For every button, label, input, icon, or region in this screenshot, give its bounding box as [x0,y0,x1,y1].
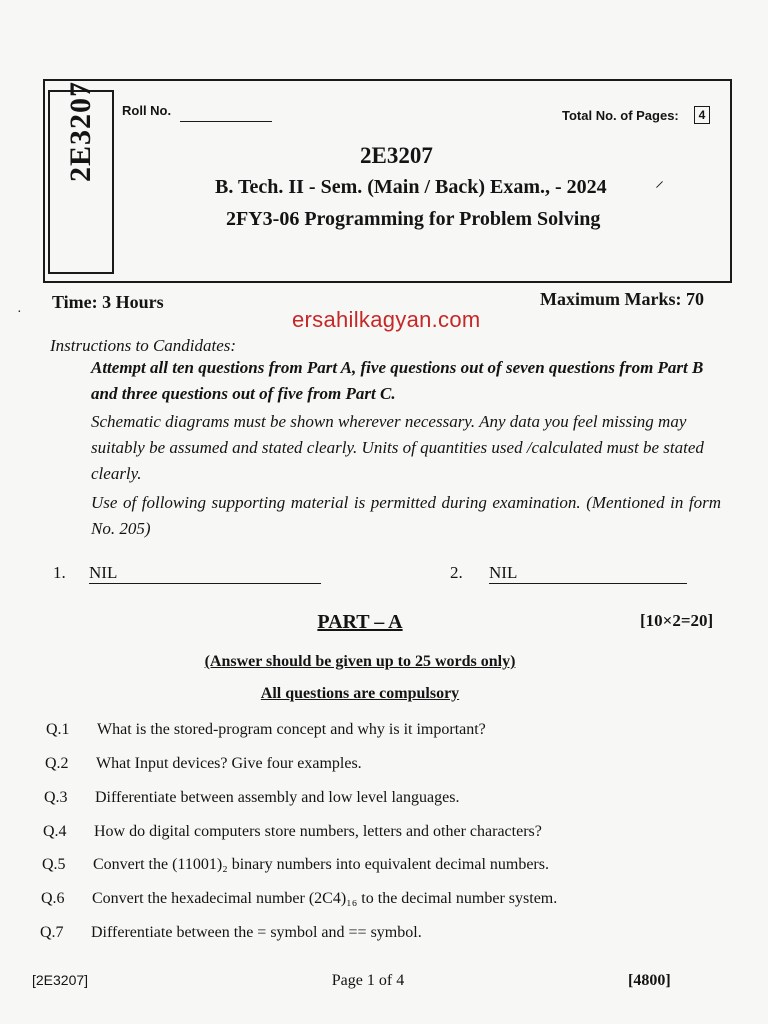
question-number: Q.4 [43,823,67,840]
footer-paper-code: [2E3207] [32,972,89,988]
instructions-heading: Instructions to Candidates: [50,336,237,355]
watermark: ersahilkagyan.com [292,307,481,332]
footer-page-number: Page 1 of 4 [331,972,405,989]
instruction-diagrams: Schematic diagrams must be shown wherever necessary. Any data you feel missing may suitably be assumed and stated clearly. Units of quantities used /calculated must be stated clearly. [91,412,704,483]
pen-tick-mark: ⸍ [655,178,664,198]
paper-code: 2E3207 [360,143,433,168]
maximum-marks: Maximum Marks: 70 [540,289,704,309]
question-number: Q.3 [44,789,68,806]
material-number: 2. [450,563,463,582]
exam-time: Time: 3 Hours [52,292,164,312]
total-pages-label: Total No. of Pages: [562,108,679,123]
part-a-compulsory-note: All questions are compulsory [260,685,460,702]
question-number: Q.6 [41,890,65,907]
question-text: Differentiate between assembly and low level languages. [95,789,460,806]
question-number: Q.2 [45,755,69,772]
instruction-materials: Use of following supporting material is permitted during examination. (Mentioned in form No. 205) [91,493,721,538]
footer-copies: [4800] [628,972,671,989]
question-text: Convert the (11001)₂ binary numbers into equivalent decimal numbers. [93,856,549,873]
total-pages-value: 4 [694,106,710,124]
question-text: How do digital computers store numbers, letters and other characters? [94,823,542,840]
question-text: Convert the hexadecimal number (2C4)₁₆ to the decimal number system. [92,890,558,907]
question-text: What Input devices? Give four examples. [96,755,362,772]
roll-no-label: Roll No. [122,103,172,118]
exam-title: B. Tech. II - Sem. (Main / Back) Exam., - 2024 [215,176,607,198]
question-number: Q.7 [40,924,64,941]
part-a-marks: [10×2=20] [640,611,714,630]
material-number: 1. [53,563,66,582]
material-value: NIL [89,563,321,584]
instruction-attempt: Attempt all ten questions from Part A, five questions out of seven questions from Part B and three questions out of five from Part C. [91,358,704,403]
part-a-title: PART – A [317,611,403,633]
stray-dot: · [17,305,22,320]
part-a-word-limit: (Answer should be given up to 25 words only) [204,653,516,670]
question-text: Differentiate between the = symbol and == symbol. [91,924,422,941]
question-number: Q.5 [42,856,66,873]
subject-title: 2FY3-06 Programming for Problem Solving [226,208,601,230]
side-code-box: 2E3207 [48,90,114,274]
roll-no-line [180,121,272,122]
question-number: Q.1 [46,721,70,738]
material-value: NIL [489,563,687,584]
question-text: What is the stored-program concept and why is it important? [97,721,486,738]
